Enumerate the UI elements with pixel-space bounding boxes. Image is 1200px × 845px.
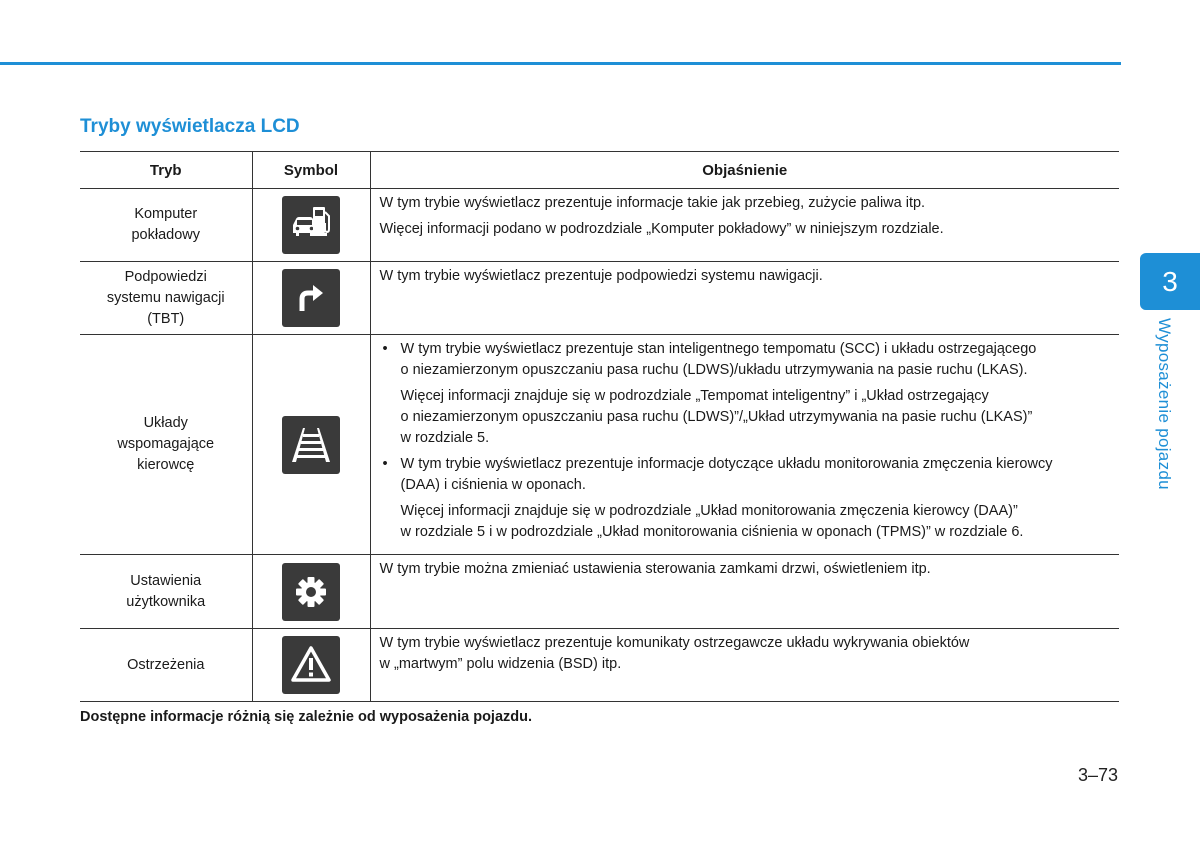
symbol-cell bbox=[252, 335, 370, 555]
mode-line: kierowcę bbox=[137, 457, 195, 473]
sub-line: w rozdziale 5 i w podrozdziale „Układ monitorowania ciśnienia w oponach (TPMS)” w rozdziale 6. bbox=[400, 524, 1024, 540]
mode-line: wspomagające bbox=[117, 436, 215, 452]
explanation-text: w „martwym” polu widzenia (BSD) itp. bbox=[379, 656, 622, 672]
symbol-cell bbox=[252, 629, 370, 702]
explanation-text: W tym trybie wyświetlacz prezentuje informacje takie jak przebieg, zużycie paliwa itp. bbox=[379, 195, 926, 211]
mode-line: systemu nawigacji bbox=[106, 289, 225, 306]
symbol-cell bbox=[252, 262, 370, 335]
bullet-subtext bbox=[401, 386, 1112, 449]
mode-line: (TBT) bbox=[147, 310, 185, 327]
mode-line: Ostrzeżenia bbox=[127, 656, 205, 673]
bullet-subtext bbox=[401, 501, 1112, 543]
list-item: • W tym trybie wyświetlacz prezentuje informacje dotyczące układu monitorowania zmęczenia kierowcy (DAA) i ciśnienia w oponach. Więcej informacji znajduje się w podrozdziale „Układ monitorowania zmęczenia kierowcy (DAA)” w rozdziale 5 i w podrozdziale „Układ monitorowania ciśnienia w oponach (TPMS)” w rozdziale 6. bbox=[380, 454, 1112, 543]
explanation-text: Więcej informacji podano w podrozdziale „Komputer pokładowy” w niniejszym rozdziale. bbox=[379, 221, 944, 237]
symbol-cell bbox=[252, 555, 370, 629]
sub-line: Więcej informacji znajduje się w podrozdziale „Tempomat inteligentny” i „Układ ostrzegający bbox=[400, 388, 989, 404]
table-row bbox=[80, 555, 1119, 629]
gear-icon bbox=[282, 563, 340, 621]
chapter-number-tab: 3 bbox=[1140, 253, 1200, 310]
symbol-cell bbox=[252, 189, 370, 262]
bullet-line: W tym trybie wyświetlacz prezentuje stan inteligentnego tempomatu (SCC) i układu ostrzegającego bbox=[400, 341, 1037, 357]
mode-line: Układy bbox=[143, 415, 188, 431]
mode-cell bbox=[80, 262, 252, 335]
bullet-line: (DAA) i ciśnienia w oponach. bbox=[400, 477, 586, 493]
mode-line: Podpowiedzi bbox=[124, 268, 207, 285]
mode-line: Ustawienia bbox=[130, 572, 202, 589]
page-number: 3–73 bbox=[1078, 765, 1119, 785]
mode-cell bbox=[80, 189, 252, 262]
top-rule bbox=[0, 62, 1121, 65]
header-symbol: Symbol bbox=[252, 152, 370, 189]
explanation-list bbox=[380, 339, 1112, 543]
mode-line: użytkownika bbox=[126, 593, 206, 610]
footnote: Dostępne informacje różnią się zależnie od wyposażenia pojazdu. bbox=[80, 709, 533, 725]
header-explanation: Objaśnienie bbox=[370, 152, 1119, 189]
mode-cell bbox=[80, 555, 252, 629]
warning-triangle-icon bbox=[282, 636, 340, 694]
explanation-text: W tym trybie wyświetlacz prezentuje podpowiedzi systemu nawigacji. bbox=[379, 268, 823, 284]
explanation-cell bbox=[370, 555, 1119, 629]
lane-road-icon bbox=[282, 416, 340, 474]
table-row bbox=[80, 335, 1119, 555]
table-row bbox=[80, 189, 1119, 262]
explanation-cell bbox=[370, 262, 1119, 335]
mode-line: Komputer bbox=[134, 206, 198, 222]
mode-cell bbox=[80, 335, 252, 555]
sub-line: o niezamierzonym opuszczaniu pasa ruchu (LDWS)”/„Układ utrzymywania na pasie ruchu (LKAS)” bbox=[400, 409, 1033, 425]
sub-line: w rozdziale 5. bbox=[400, 430, 490, 446]
table-row bbox=[80, 262, 1119, 335]
table-header-row bbox=[80, 152, 1119, 189]
table-row bbox=[80, 629, 1119, 702]
explanation-cell bbox=[370, 629, 1119, 702]
explanation-cell bbox=[370, 335, 1119, 555]
explanation-text: W tym trybie wyświetlacz prezentuje komunikaty ostrzegawcze układu wykrywania obiektów bbox=[379, 635, 970, 651]
mode-line: pokładowy bbox=[131, 227, 200, 243]
explanation-cell bbox=[370, 189, 1119, 262]
section-title: Tryby wyświetlacza LCD bbox=[80, 116, 300, 137]
list-item: • W tym trybie wyświetlacz prezentuje stan inteligentnego tempomatu (SCC) i układu ostrzegającego o niezamierzonym opuszczaniu pasa ruchu (LDWS)/układu utrzymywania na pasie ruchu (LKAS). Więcej informacji znajduje się w podrozdziale „Tempomat inteligentny” i „Układ ostrzegający o niezamierzonym opuszczaniu pasa ruchu (LDWS)”/„Układ utrzymywania na pasie ruchu (LKAS)” w rozdziale 5. bbox=[380, 339, 1112, 449]
fuel-pump-car-icon bbox=[282, 196, 340, 254]
header-mode: Tryb bbox=[80, 152, 252, 189]
bullet-line: W tym trybie wyświetlacz prezentuje informacje dotyczące układu monitorowania zmęczenia kierowcy bbox=[400, 456, 1053, 472]
bullet-line: o niezamierzonym opuszczaniu pasa ruchu (LDWS)/układu utrzymywania na pasie ruchu (LKAS). bbox=[400, 362, 1028, 378]
mode-cell bbox=[80, 629, 252, 702]
sub-line: Więcej informacji znajduje się w podrozdziale „Układ monitorowania zmęczenia kierowcy (DAA)” bbox=[400, 503, 1018, 519]
lcd-modes-table bbox=[80, 151, 1119, 702]
explanation-text: W tym trybie można zmieniać ustawienia sterowania zamkami drzwi, oświetleniem itp. bbox=[379, 561, 931, 577]
turn-right-arrow-icon bbox=[282, 269, 340, 327]
chapter-name: Wyposażenie pojazdu bbox=[1155, 318, 1174, 490]
